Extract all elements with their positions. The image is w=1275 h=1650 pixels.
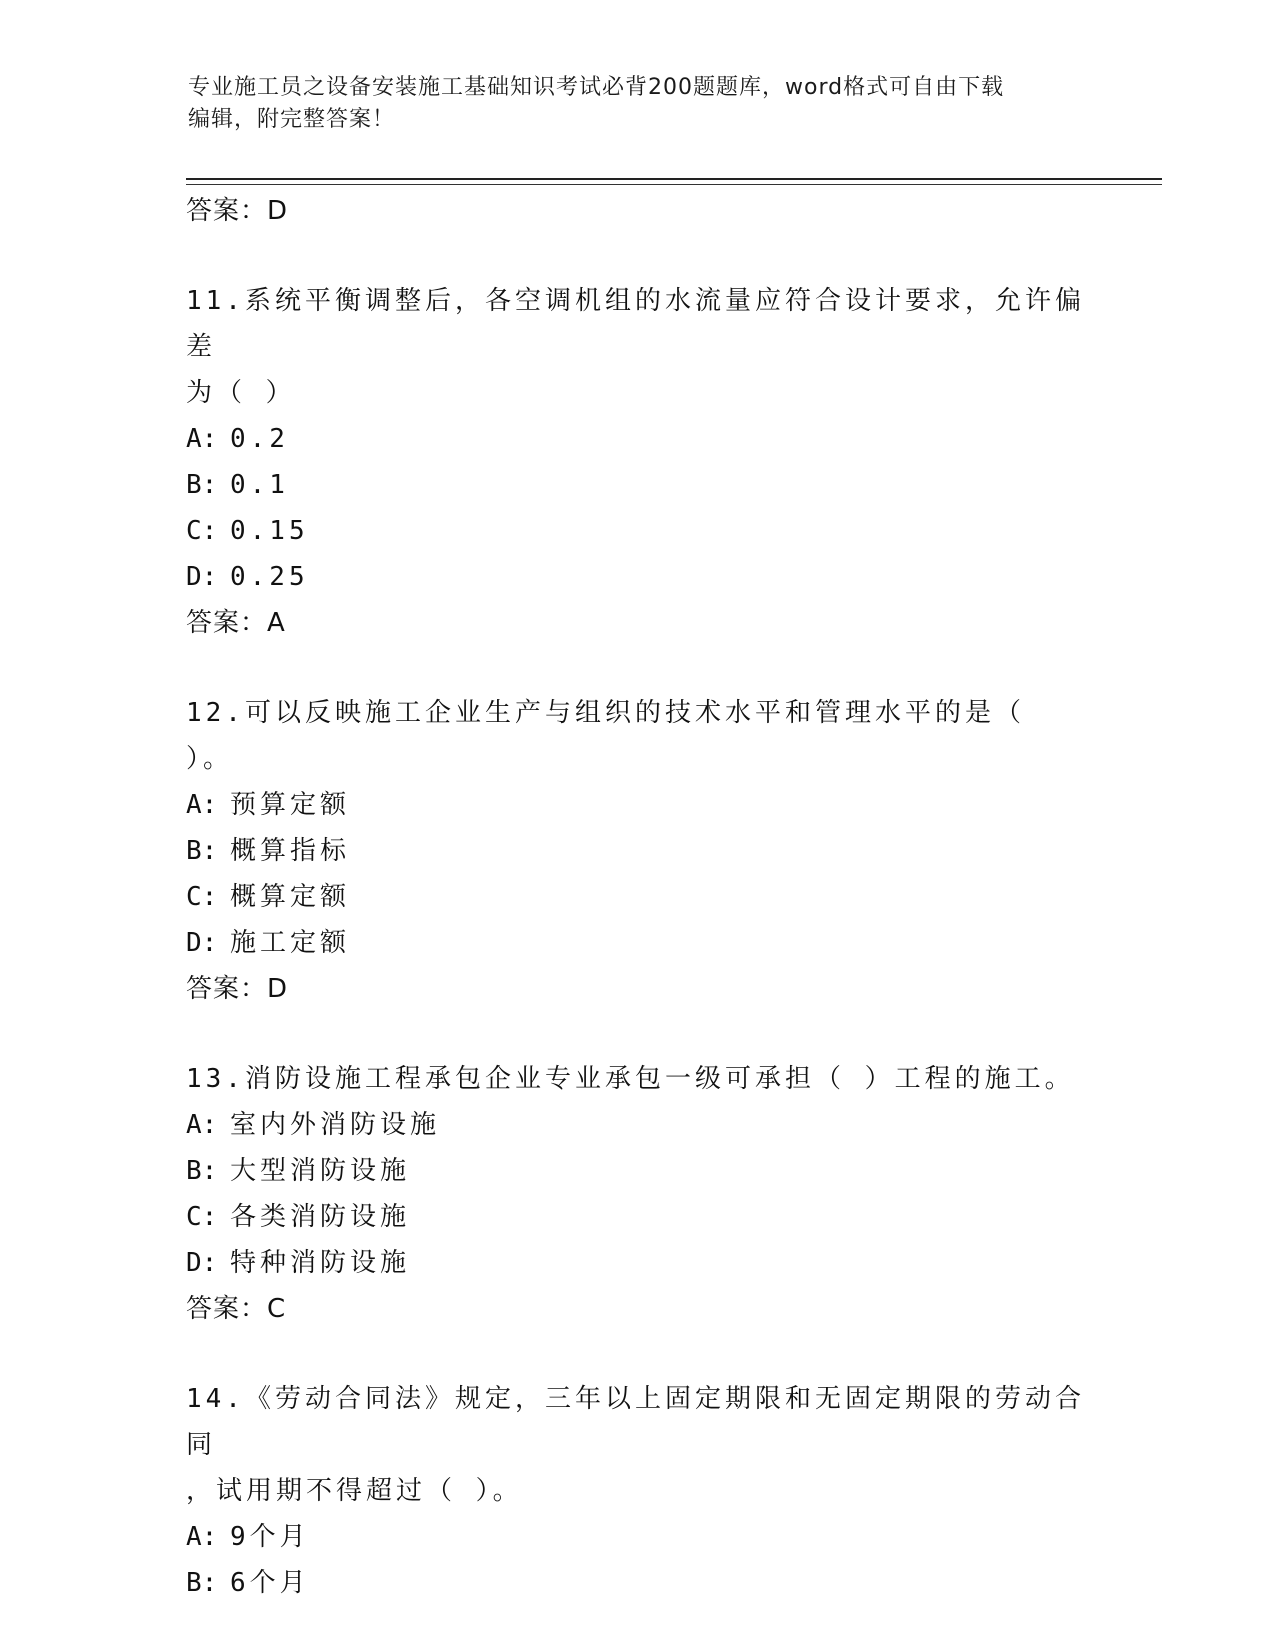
answer-line: 答案：A xyxy=(186,608,286,638)
question-text xyxy=(186,690,1086,782)
option-key: A: xyxy=(186,424,218,454)
option-text: 概算指标 xyxy=(230,836,351,866)
option-text: 特种消防设施 xyxy=(230,1248,411,1278)
option-text: 施工定额 xyxy=(230,928,351,958)
question-line: 14.《劳动合同法》规定，三年以上固定期限和无固定期限的劳动合同 xyxy=(186,1384,1085,1460)
question-line: ，试用期不得超过（ ）。 xyxy=(186,1476,523,1506)
option-b xyxy=(186,1560,1166,1606)
option-text: 0.1 xyxy=(230,470,289,500)
option-key: A: xyxy=(186,790,218,820)
option-key: A: xyxy=(186,1110,218,1140)
option-text: 9个月 xyxy=(230,1522,310,1552)
option-d xyxy=(186,1240,1166,1286)
option-b xyxy=(186,462,1166,508)
option-text: 0.2 xyxy=(230,424,289,454)
question-list xyxy=(186,188,1166,1606)
option-text: 各类消防设施 xyxy=(230,1202,411,1232)
option-key: C: xyxy=(186,1202,218,1232)
option-c xyxy=(186,1194,1166,1240)
header-divider-thick xyxy=(186,178,1162,180)
question-text xyxy=(186,1056,1086,1102)
question-line: 11.系统平衡调整后，各空调机组的水流量应符合设计要求，允许偏差 xyxy=(186,286,1085,362)
option-key: B: xyxy=(186,470,218,500)
option-a xyxy=(186,1514,1166,1560)
option-key: D: xyxy=(186,562,218,592)
header-line-2: 编辑，附完整答案！ xyxy=(188,107,396,132)
option-text: 预算定额 xyxy=(230,790,351,820)
question-line: 12.可以反映施工企业生产与组织的技术水平和管理水平的是（ ）。 xyxy=(186,698,1025,774)
option-key: D: xyxy=(186,928,218,958)
option-key: D: xyxy=(186,1248,218,1278)
option-b xyxy=(186,1148,1166,1194)
option-d xyxy=(186,554,1166,600)
question-text xyxy=(186,1376,1086,1514)
option-b xyxy=(186,828,1166,874)
option-key: B: xyxy=(186,1568,218,1598)
option-key: B: xyxy=(186,836,218,866)
question-11 xyxy=(186,278,1166,646)
option-text: 大型消防设施 xyxy=(230,1156,411,1186)
answer-line: 答案：D xyxy=(186,974,289,1004)
option-text: 0.25 xyxy=(230,562,309,592)
question-14 xyxy=(186,1376,1166,1606)
question-12 xyxy=(186,690,1166,1012)
question-13 xyxy=(186,1056,1166,1332)
header-divider-thin xyxy=(186,184,1162,185)
option-c xyxy=(186,874,1166,920)
option-text: 0.15 xyxy=(230,516,309,546)
option-text: 6个月 xyxy=(230,1568,310,1598)
answer-line: 答案：D xyxy=(186,196,289,226)
option-a xyxy=(186,416,1166,462)
document-header xyxy=(188,72,1088,136)
option-key: A: xyxy=(186,1522,218,1552)
option-key: C: xyxy=(186,882,218,912)
option-d xyxy=(186,920,1166,966)
option-key: B: xyxy=(186,1156,218,1186)
question-line: 13.消防设施工程承包企业专业承包一级可承担（ ）工程的施工。 xyxy=(186,1064,1075,1094)
option-a xyxy=(186,782,1166,828)
option-text: 概算定额 xyxy=(230,882,351,912)
option-text: 室内外消防设施 xyxy=(230,1110,441,1140)
answer-line: 答案：C xyxy=(186,1294,287,1324)
option-a xyxy=(186,1102,1166,1148)
question-line: 为（ ） xyxy=(186,378,296,408)
header-line-1: 专业施工员之设备安装施工基础知识考试必背200题题库，word格式可自由下载 xyxy=(188,75,1005,100)
option-key: C: xyxy=(186,516,218,546)
question-text xyxy=(186,278,1086,416)
option-c xyxy=(186,508,1166,554)
